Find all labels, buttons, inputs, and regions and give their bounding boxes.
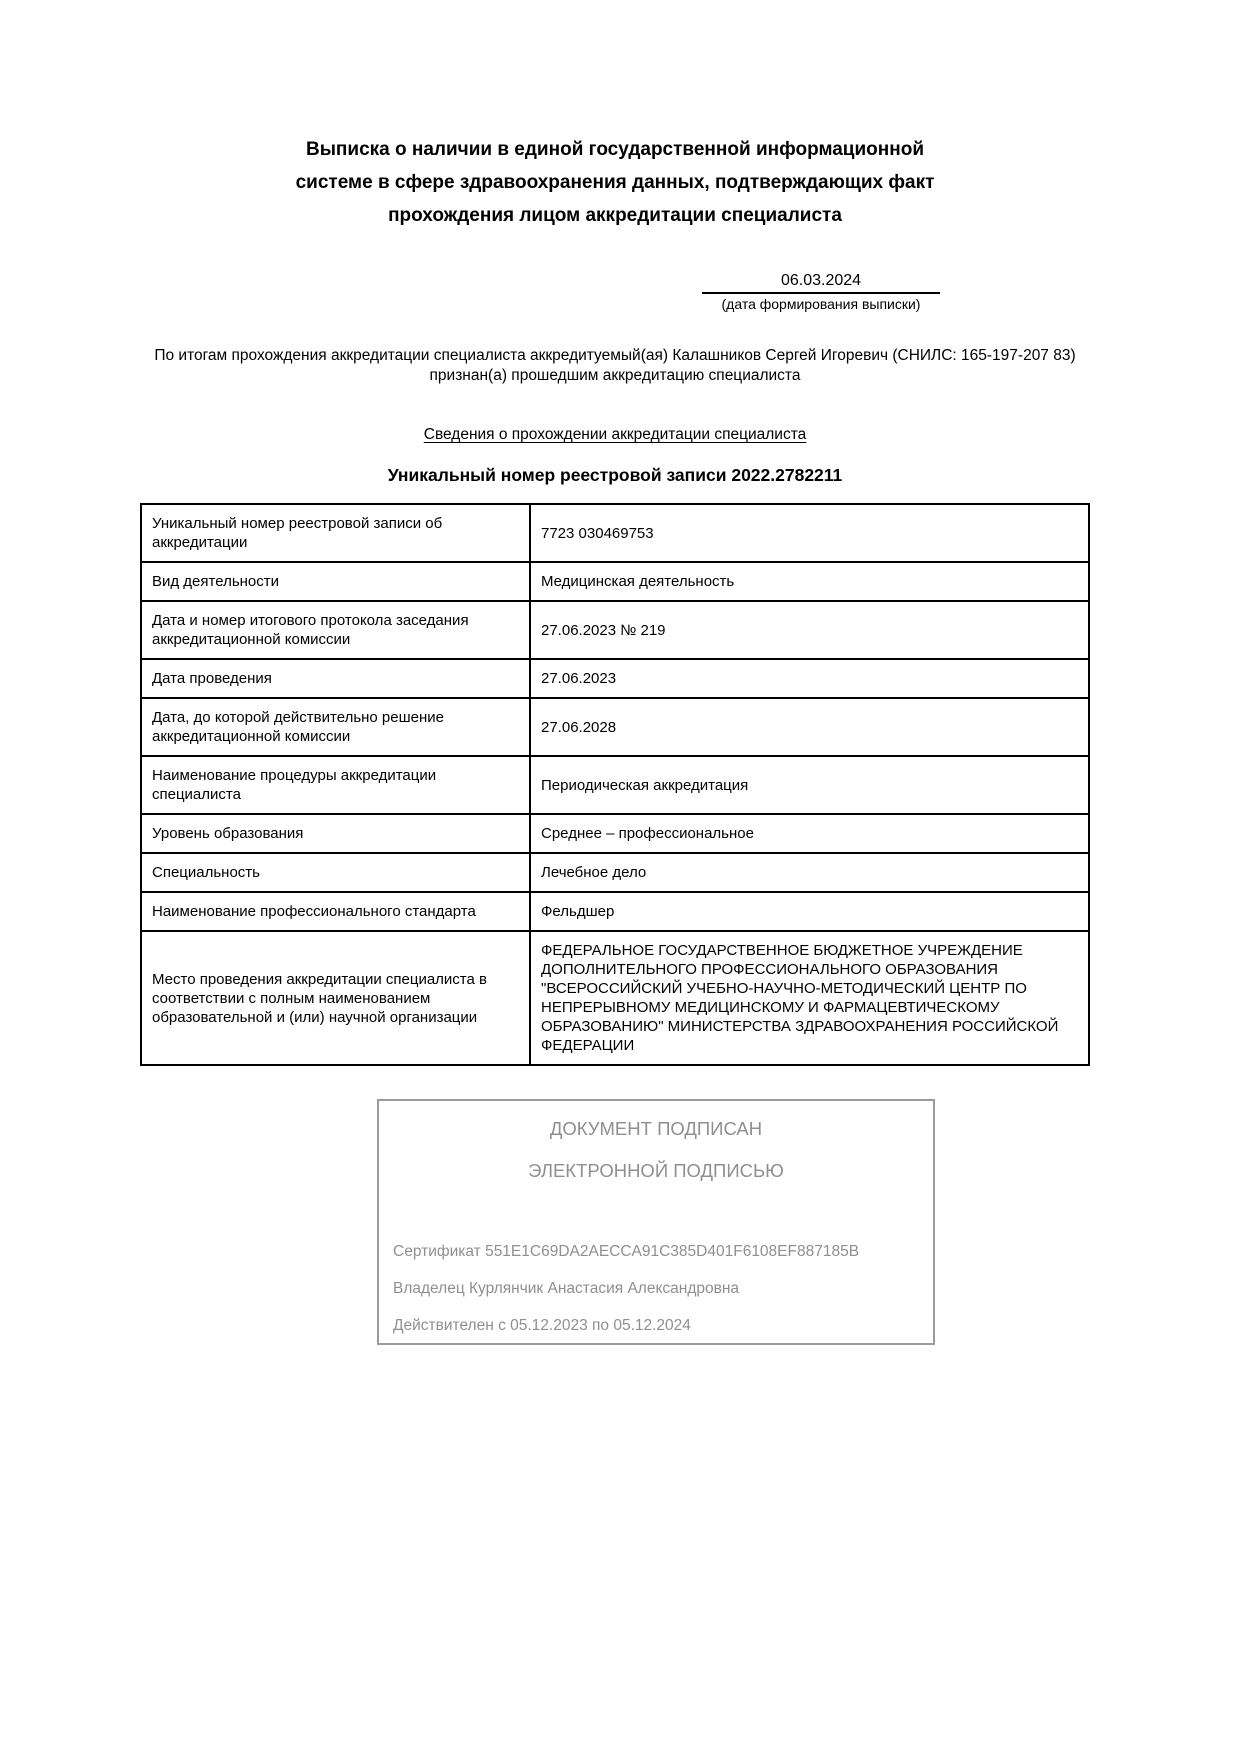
signature-box: [377, 1099, 935, 1345]
row-label: Дата и номер итогового протокола заседания аккредитационной комиссии: [141, 601, 530, 659]
row-value: 7723 030469753: [530, 504, 1089, 562]
row-value: Лечебное дело: [530, 853, 1089, 892]
signature-certificate: Сертификат 551E1C69DA2AECCA91C385D401F6108EF887185B: [393, 1243, 860, 1260]
table-row: [141, 892, 1089, 931]
table-row: [141, 698, 1089, 756]
section-heading: Сведения о прохождении аккредитации специалиста: [423, 426, 807, 443]
document-title: Выписка о наличии в единой государственной информационной системе в сфере здравоохранения данных, подтверждающих факт прохождения лицом аккредитации специалиста: [295, 139, 935, 226]
table-row: [141, 601, 1089, 659]
row-value: Среднее – профессиональное: [530, 814, 1089, 853]
document-content: [140, 0, 1090, 1345]
row-value: Медицинская деятельность: [530, 562, 1089, 601]
accreditation-table: [140, 503, 1090, 1066]
formation-date-caption: (дата формирования выписки): [721, 296, 921, 312]
row-value: Фельдшер: [530, 892, 1089, 931]
row-label: Уникальный номер реестровой записи об аккредитации: [141, 504, 530, 562]
row-value: 27.06.2028: [530, 698, 1089, 756]
signature-validity: Действителен с 05.12.2023 по 05.12.2024: [393, 1317, 691, 1334]
row-value: ФЕДЕРАЛЬНОЕ ГОСУДАРСТВЕННОЕ БЮДЖЕТНОЕ УЧРЕЖДЕНИЕ ДОПОЛНИТЕЛЬНОГО ПРОФЕССИОНАЛЬНОГО ОБРАЗОВАНИЯ "ВСЕРОССИЙСКИЙ УЧЕБНО-НАУЧНО-МЕТОДИЧЕСКИЙ ЦЕНТР ПО НЕПРЕРЫВНОМУ МЕДИЦИНСКОМУ И ФАРМАЦЕВТИЧЕСКОМУ ОБРАЗОВАНИЮ" МИНИСТЕРСТВА ЗДРАВООХРАНЕНИЯ РОССИЙСКОЙ ФЕДЕРАЦИИ: [530, 931, 1089, 1065]
table-row: [141, 853, 1089, 892]
row-label: Уровень образования: [141, 814, 530, 853]
row-label: Дата, до которой действительно решение аккредитационной комиссии: [141, 698, 530, 756]
formation-date-block: [702, 272, 940, 312]
row-label: Наименование профессионального стандарта: [141, 892, 530, 931]
row-label: Дата проведения: [141, 659, 530, 698]
formation-date: 06.03.2024: [702, 272, 940, 294]
intro-paragraph: По итогам прохождения аккредитации специалиста аккредитуемый(ая) Калашников Сергей Игоревич (СНИЛС: 165-197-207 83) признан(а) прошедшим аккредитацию специалиста: [154, 347, 1076, 384]
row-label: Наименование процедуры аккредитации специалиста: [141, 756, 530, 814]
row-label: Специальность: [141, 853, 530, 892]
registry-number-heading: Уникальный номер реестровой записи 2022.2782211: [387, 465, 843, 485]
row-value: Периодическая аккредитация: [530, 756, 1089, 814]
signature-owner: Владелец Курлянчик Анастасия Александровна: [393, 1280, 740, 1297]
signature-title-line2: ЭЛЕКТРОННОЙ ПОДПИСЬЮ: [528, 1160, 784, 1181]
table-row: [141, 756, 1089, 814]
table-row: [141, 504, 1089, 562]
signature-title-line1: ДОКУМЕНТ ПОДПИСАН: [549, 1118, 763, 1139]
row-value: 27.06.2023: [530, 659, 1089, 698]
table-row: [141, 931, 1089, 1065]
table-row: [141, 814, 1089, 853]
table-row: [141, 659, 1089, 698]
table-row: [141, 562, 1089, 601]
row-label: Место проведения аккредитации специалиста в соответствии с полным наименованием образовательной и (или) научной организации: [141, 931, 530, 1065]
accreditation-table-body: [141, 504, 1089, 1065]
row-label: Вид деятельности: [141, 562, 530, 601]
row-value: 27.06.2023 № 219: [530, 601, 1089, 659]
